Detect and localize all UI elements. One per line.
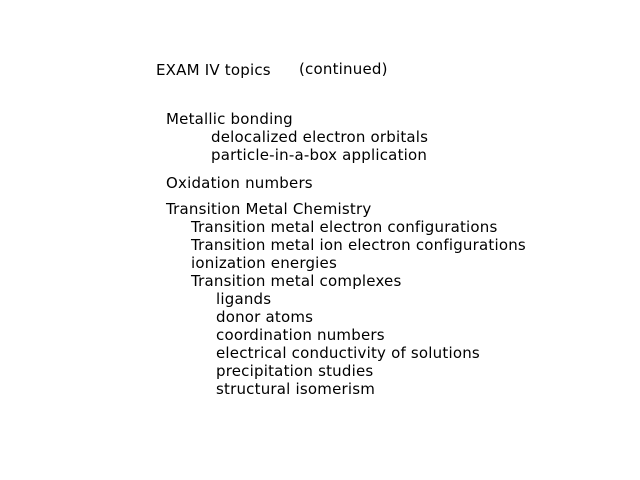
slide-title: EXAM IV topics: [156, 61, 271, 79]
subtopic-item: structural isomerism: [216, 380, 376, 398]
topic-item: Transition metal ion electron configurations: [191, 236, 526, 254]
topic-item: delocalized electron orbitals: [211, 128, 429, 146]
subtopic-item: coordination numbers: [216, 326, 385, 344]
section-heading-oxidation-numbers: Oxidation numbers: [166, 174, 313, 192]
topic-item: particle-in-a-box application: [211, 146, 428, 164]
subtopic-item: ligands: [216, 290, 272, 308]
section-heading-metallic-bonding: Metallic bonding: [166, 110, 293, 128]
title-note: (continued): [299, 60, 388, 78]
subtopic-item: electrical conductivity of solutions: [216, 344, 480, 362]
topic-item: Transition metal electron configurations: [191, 218, 498, 236]
topic-item: Transition metal complexes: [191, 272, 402, 290]
subtopic-item: donor atoms: [216, 308, 314, 326]
subtopic-item: precipitation studies: [216, 362, 374, 380]
topic-item: ionization energies: [191, 254, 337, 272]
section-heading-transition-metal-chemistry: Transition Metal Chemistry: [166, 200, 372, 218]
